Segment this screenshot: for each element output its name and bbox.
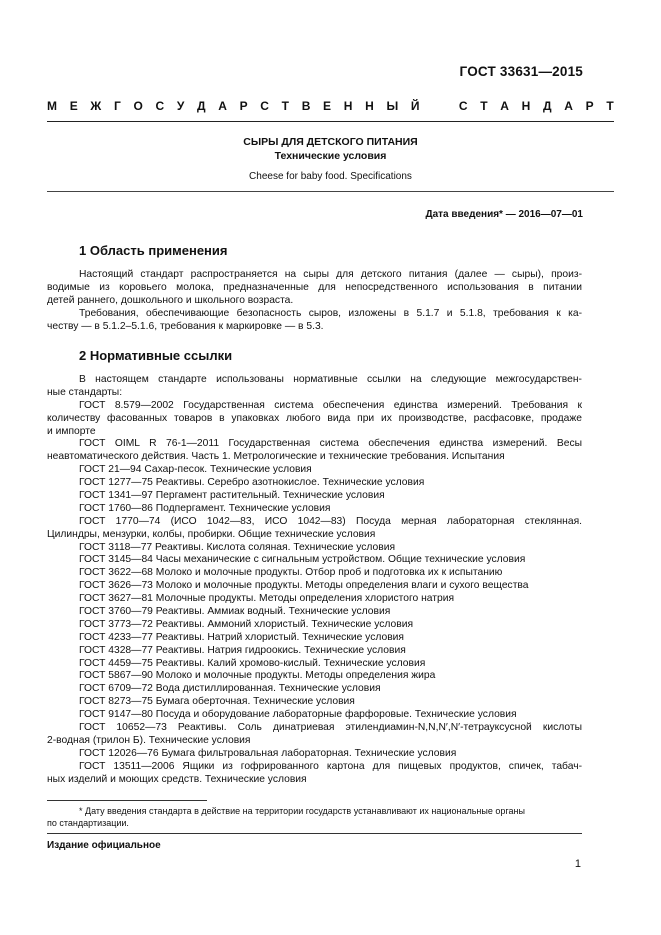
banner-letter: Т	[606, 99, 614, 113]
banner-letter: Н	[343, 99, 353, 113]
banner-letter: Е	[69, 99, 78, 113]
banner-letter: Д	[196, 99, 206, 113]
text-line: Настоящий стандарт распространяется на сыры для детского питания (далее — сыры), произ-	[79, 269, 582, 280]
section-1-heading: 1 Область применения	[79, 243, 228, 258]
footnote-rule	[47, 800, 207, 801]
banner-letter: В	[301, 99, 311, 113]
text-line: ГОСТ 5867—90 Молоко и молочные продукты. Методы определения жира	[79, 670, 436, 682]
banner-letter: О	[133, 99, 143, 113]
text-line: ГОСТ 9147—80 Посуда и оборудование лабораторные фарфоровые. Технические условия	[79, 709, 517, 721]
text-line: 2-водная (трилон Б). Технические условия	[47, 734, 251, 746]
banner-letter: Н	[521, 99, 531, 113]
header-rule	[47, 121, 614, 122]
text-line: ГОСТ 4459—75 Реактивы. Калий хромово-кислый. Технические условия	[79, 657, 426, 669]
introduction-date: Дата введения* — 2016—07—01	[425, 209, 583, 220]
section-1-body	[47, 269, 582, 333]
footnote	[47, 805, 582, 829]
banner-letter: Р	[239, 99, 248, 113]
footnote-line: * Дату введения стандарта в действие на территории государств устанавливают их национальные органы	[79, 806, 525, 816]
text-line: ГОСТ 1770—74 (ИСО 1042—83, ИСО 1042—83) Посуда мерная лабораторная стеклянная.	[79, 515, 582, 527]
text-line: ГОСТ 3627—81 Молочные продукты. Методы определения хлористого натрия	[79, 593, 455, 605]
page-number: 1	[574, 858, 581, 870]
text-line: ГОСТ 1277—75 Реактивы. Серебро азотнокислое. Технические условия	[79, 477, 425, 489]
text-line: ГОСТ OIML R 76-1—2011 Государственная система обеспечения единства измерений. Весы	[79, 438, 582, 450]
banner-letter: Ж	[90, 99, 102, 113]
text-line: ГОСТ 4233—77 Реактивы. Натрий хлористый. Технические условия	[79, 631, 404, 643]
banner-letter: Т	[281, 99, 289, 113]
english-title: Cheese for baby food. Specifications	[249, 171, 412, 182]
banner-letter: Й	[410, 99, 420, 113]
text-line: водимые из коровьего молока, предназначенные для непосредственного использования в питании	[47, 281, 582, 293]
section-2-body	[47, 374, 582, 787]
text-line: ные стандарты:	[47, 386, 123, 398]
text-line: ГОСТ 3118—77 Реактивы. Кислота соляная. Технические условия	[79, 541, 396, 553]
banner-letter: Ы	[386, 99, 399, 113]
banner-letter	[432, 99, 446, 113]
text-line: В настоящем стандарте использованы нормативные ссылки на следующие межгосударствен-	[79, 374, 582, 385]
text-line: ГОСТ 21—94 Сахар-песок. Технические условия	[79, 464, 312, 476]
text-line: ГОСТ 4328—77 Реактивы. Натрия гидроокись. Технические условия	[79, 644, 406, 656]
text-line: ГОСТ 3773—72 Реактивы. Аммоний хлористый. Технические условия	[79, 618, 414, 630]
banner-letter: С	[155, 99, 165, 113]
text-line: ГОСТ 12026—76 Бумага фильтровальная лабораторная. Технические условия	[79, 747, 457, 759]
banner-letter: Р	[585, 99, 594, 113]
text-line: ГОСТ 13511—2006 Ящики из гофрированного картона для пищевых продуктов, спичек, табач-	[79, 760, 582, 772]
text-line: ГОСТ 1341—97 Пергамент растительный. Технические условия	[79, 490, 385, 502]
banner-letter: А	[564, 99, 573, 113]
footer-rule	[47, 833, 582, 834]
text-line: честву — в 5.1.2–5.1.6, требования к маркировке — в 5.3.	[47, 320, 324, 332]
text-line: ГОСТ 8.579—2002 Государственная система обеспечения единства измерений. Требования к	[79, 399, 582, 411]
banner-letter: Д	[543, 99, 552, 113]
title-rule	[47, 191, 614, 192]
banner-letter: Г	[113, 99, 121, 113]
text-line: ГОСТ 3145—84 Часы механические с сигнальным устройством. Общие технические условия	[79, 554, 526, 566]
text-line: Требования, обеспечивающие безопасность сыров, изложены в 5.1.7 и 5.1.8, требования к ка-	[79, 307, 582, 319]
banner-letter: М	[47, 99, 57, 113]
banner-letter: С	[260, 99, 269, 113]
text-line: ГОСТ 3626—73 Молоко и молочные продукты. Методы определения влаги и сухого вещества	[79, 580, 529, 592]
banner-letter: Н	[365, 99, 374, 113]
text-line: ГОСТ 1760—86 Подпергамент. Технические условия	[79, 502, 331, 514]
text-line: количеству фасованных товаров в упаковках любого вида при их производстве, расфасовке, продаже	[47, 412, 582, 424]
standard-code: ГОСТ 33631—2015	[459, 64, 583, 79]
banner-letter: А	[218, 99, 227, 113]
footnote-line: по стандартизации.	[47, 818, 129, 828]
banner-letter: У	[176, 99, 185, 113]
text-line: ГОСТ 10652—73 Реактивы. Соль динатриевая этилендиамин-N,N,N′,N′-тетрауксусной кислоты	[79, 722, 582, 734]
text-line: неавтоматического действия. Часть 1. Метрологические и технические требования. Испытания	[47, 451, 505, 463]
text-line: Цилиндры, мензурки, колбы, пробирки. Общие технические условия	[47, 528, 376, 540]
text-line: ных изделий и моющих средств. Технические условия	[47, 773, 307, 785]
banner-letter: Е	[323, 99, 332, 113]
text-line: ГОСТ 6709—72 Вода дистиллированная. Технические условия	[79, 683, 381, 695]
banner-letter: С	[458, 99, 468, 113]
banner-letter: Т	[480, 99, 488, 113]
text-line: ГОСТ 3622—68 Молоко и молочные продукты. Отбор проб и подготовка их к испытанию	[79, 567, 503, 579]
document-subtitle: Технические условия	[274, 150, 387, 162]
text-line: ГОСТ 8273—75 Бумага оберточная. Технические условия	[79, 696, 355, 708]
banner-letter: А	[500, 99, 509, 113]
interstate-standard-banner	[47, 99, 614, 113]
text-line: и импорте	[47, 425, 96, 437]
text-line: детей раннего, дошкольного и школьного возраста.	[47, 294, 294, 306]
text-line: ГОСТ 3760—79 Реактивы. Аммиак водный. Технические условия	[79, 606, 391, 618]
section-2-heading: 2 Нормативные ссылки	[79, 348, 233, 363]
document-title: СЫРЫ ДЛЯ ДЕТСКОГО ПИТАНИЯ	[243, 136, 418, 148]
official-edition-label: Издание официальное	[47, 840, 161, 851]
